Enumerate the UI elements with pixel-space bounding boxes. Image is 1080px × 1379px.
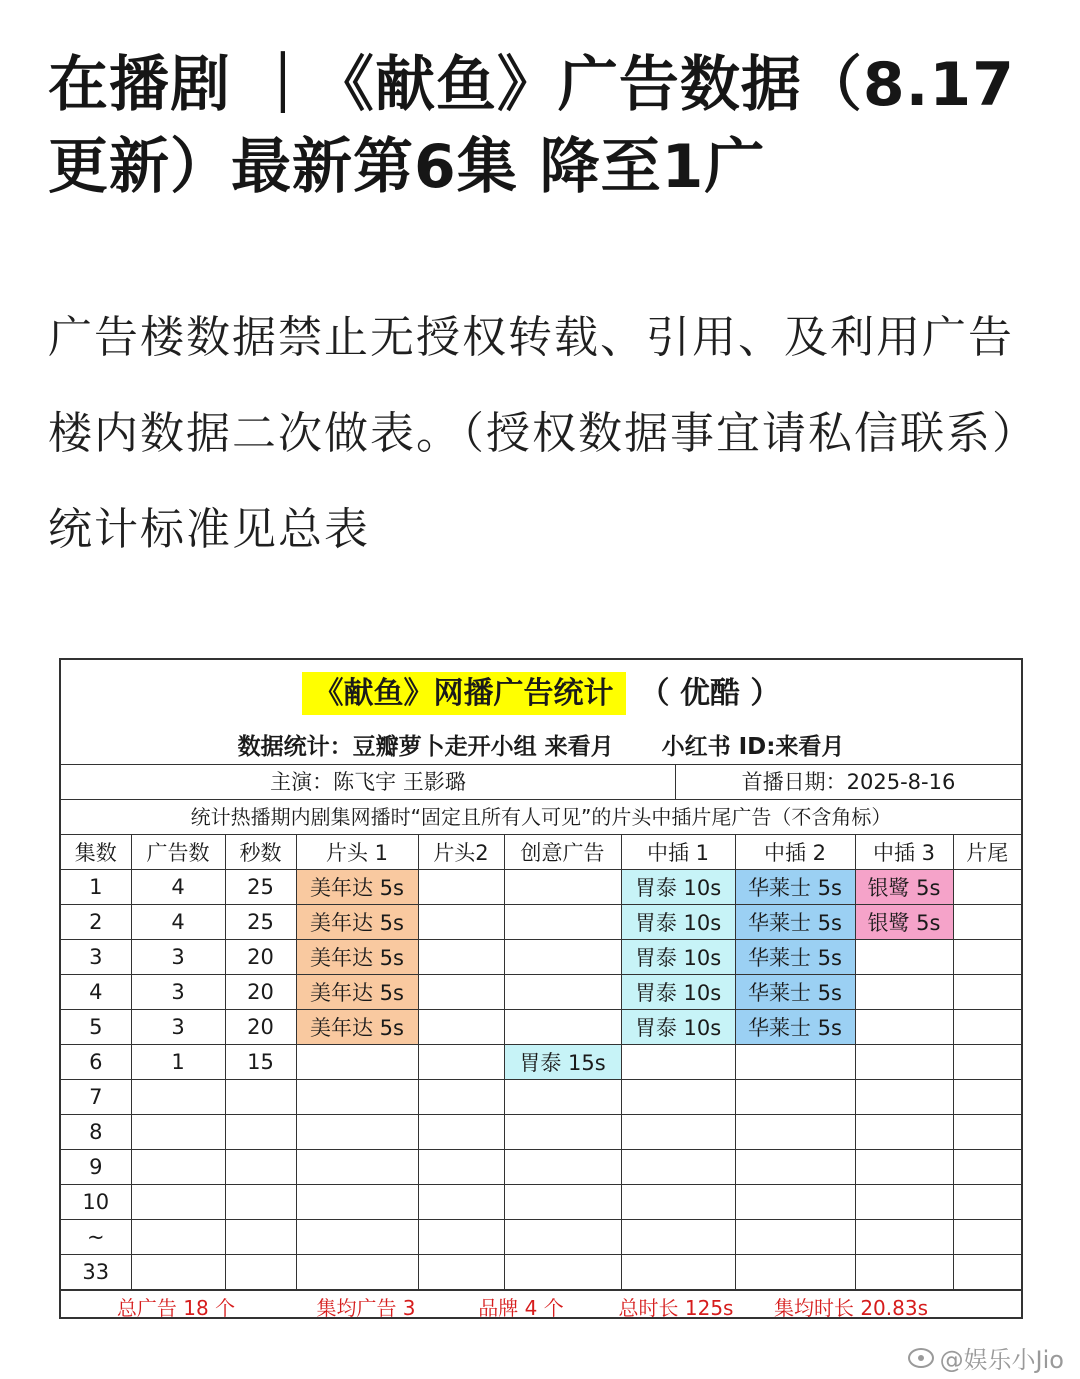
- table-cell: ~: [61, 1220, 131, 1255]
- column-header: 集数: [61, 835, 131, 870]
- sheet-title: [61, 668, 1021, 712]
- sheet-header: [61, 660, 1021, 765]
- column-header: 片头 1: [296, 835, 418, 870]
- table-cell: 1: [61, 870, 131, 905]
- table-cell: [953, 1045, 1021, 1080]
- table-cell: [296, 1045, 418, 1080]
- summary-avg-duration: 集均时长 20.83s: [773, 1296, 929, 1320]
- table-cell: [855, 1220, 953, 1255]
- table-cell: [504, 1220, 621, 1255]
- table-cell: [855, 1080, 953, 1115]
- table-cell: [735, 1045, 855, 1080]
- table-cell: 7: [61, 1080, 131, 1115]
- column-header: 中插 1: [621, 835, 735, 870]
- table-cell: [418, 1220, 504, 1255]
- table-cell: [953, 975, 1021, 1010]
- table-row: [61, 870, 1021, 905]
- table-cell: [131, 1220, 225, 1255]
- table-cell: [621, 1150, 735, 1185]
- ad-stats-sheet: [59, 658, 1023, 1319]
- table-cell: [418, 1080, 504, 1115]
- premiere-date-cell: 首播日期：2025-8-16: [741, 770, 956, 794]
- table-cell: 银鹭 5s: [855, 905, 953, 940]
- table-row: [61, 1115, 1021, 1150]
- table-cell: 美年达 5s: [296, 905, 418, 940]
- table-cell: [131, 1255, 225, 1290]
- summary-total-ads: 总广告 18 个: [116, 1296, 236, 1320]
- table-cell: 3: [131, 975, 225, 1010]
- table-cell: 胃泰 10s: [621, 940, 735, 975]
- table-cell: [504, 1150, 621, 1185]
- cast-cell: 主演：陈飞宇 王影璐: [61, 765, 676, 799]
- table-cell: 华莱士 5s: [735, 905, 855, 940]
- table-cell: [225, 1185, 296, 1220]
- table-cell: [855, 1185, 953, 1220]
- table-cell: [504, 1255, 621, 1290]
- table-cell: 6: [61, 1045, 131, 1080]
- table-row: [61, 1080, 1021, 1115]
- table-cell: [953, 1010, 1021, 1045]
- table-cell: [504, 870, 621, 905]
- table-cell: 胃泰 10s: [621, 870, 735, 905]
- credit-right: 小红书 ID:来看月: [661, 734, 845, 760]
- table-cell: 华莱士 5s: [735, 975, 855, 1010]
- column-header: 片尾: [953, 835, 1021, 870]
- table-cell: [504, 905, 621, 940]
- post-title: 在播剧 ｜《献鱼》广告数据（8.17更新）最新第6集 降至1广: [48, 50, 1015, 202]
- table-cell: [418, 870, 504, 905]
- table-cell: [855, 1150, 953, 1185]
- table-row: [61, 1150, 1021, 1185]
- table-cell: 3: [131, 1010, 225, 1045]
- watermark-text: @娱乐小Jio: [939, 1346, 1064, 1374]
- table-cell: [225, 1150, 296, 1185]
- sheet-credit: [61, 728, 1021, 761]
- table-cell: 胃泰 10s: [621, 975, 735, 1010]
- table-cell: 1: [131, 1045, 225, 1080]
- table-cell: [418, 1115, 504, 1150]
- table-cell: 华莱士 5s: [735, 870, 855, 905]
- table-cell: [418, 1010, 504, 1045]
- column-header: 秒数: [225, 835, 296, 870]
- table-cell: 20: [225, 1010, 296, 1045]
- table-cell: [621, 1115, 735, 1150]
- table-cell: [131, 1185, 225, 1220]
- table-cell: [735, 1080, 855, 1115]
- table-cell: 20: [225, 940, 296, 975]
- summary-total-duration: 总时长 125s: [618, 1296, 734, 1320]
- weibo-icon: [908, 1348, 934, 1368]
- table-cell: 胃泰 10s: [621, 905, 735, 940]
- table-cell: 胃泰 10s: [621, 1010, 735, 1045]
- table-cell: 20: [225, 975, 296, 1010]
- credit-left: 数据统计：豆瓣萝卜走开小组 来看月: [237, 734, 614, 760]
- table-cell: [621, 1185, 735, 1220]
- table-cell: [855, 1045, 953, 1080]
- table-cell: 银鹭 5s: [855, 870, 953, 905]
- criteria-note: 统计热播期内剧集网播时“固定且所有人可见”的片头中插片尾广告（不含角标）: [61, 800, 1021, 835]
- table-cell: 美年达 5s: [296, 940, 418, 975]
- table-cell: [621, 1045, 735, 1080]
- table-cell: [953, 940, 1021, 975]
- table-cell: 胃泰 15s: [504, 1045, 621, 1080]
- table-cell: [735, 1220, 855, 1255]
- table-cell: [953, 1115, 1021, 1150]
- table-cell: 4: [131, 905, 225, 940]
- table-cell: [953, 1185, 1021, 1220]
- table-cell: [418, 1185, 504, 1220]
- table-cell: 5: [61, 1010, 131, 1045]
- table-cell: [953, 870, 1021, 905]
- column-header: 中插 2: [735, 835, 855, 870]
- table-cell: 4: [61, 975, 131, 1010]
- table-cell: 25: [225, 905, 296, 940]
- table-cell: [296, 1185, 418, 1220]
- watermark: [908, 1340, 1064, 1375]
- table-cell: 33: [61, 1255, 131, 1290]
- table-cell: [621, 1080, 735, 1115]
- sheet-title-highlight: 《献鱼》网播广告统计: [302, 672, 626, 715]
- table-cell: [296, 1255, 418, 1290]
- table-cell: [418, 940, 504, 975]
- table-cell: 美年达 5s: [296, 975, 418, 1010]
- table-cell: [504, 940, 621, 975]
- table-cell: [855, 1010, 953, 1045]
- table-row: [61, 905, 1021, 940]
- table-cell: [296, 1220, 418, 1255]
- table-row: [61, 1255, 1021, 1290]
- table-cell: 25: [225, 870, 296, 905]
- table-cell: 华莱士 5s: [735, 1010, 855, 1045]
- table-cell: 美年达 5s: [296, 1010, 418, 1045]
- table-cell: 3: [131, 940, 225, 975]
- table-cell: [855, 975, 953, 1010]
- table-row: [61, 940, 1021, 975]
- table-cell: 华莱士 5s: [735, 940, 855, 975]
- table-cell: [953, 1150, 1021, 1185]
- column-header: 中插 3: [855, 835, 953, 870]
- table-cell: 3: [61, 940, 131, 975]
- table-cell: [735, 1115, 855, 1150]
- table-cell: 美年达 5s: [296, 870, 418, 905]
- table-cell: [504, 975, 621, 1010]
- table-cell: [225, 1115, 296, 1150]
- table-cell: [296, 1115, 418, 1150]
- table-cell: [225, 1080, 296, 1115]
- table-cell: [418, 1255, 504, 1290]
- table-cell: [418, 905, 504, 940]
- table-cell: [621, 1255, 735, 1290]
- table-cell: [621, 1220, 735, 1255]
- table-cell: [418, 1150, 504, 1185]
- table-cell: [504, 1185, 621, 1220]
- table-cell: [131, 1115, 225, 1150]
- table-cell: [418, 1045, 504, 1080]
- table-cell: [953, 905, 1021, 940]
- column-header: 广告数: [131, 835, 225, 870]
- table-cell: 10: [61, 1185, 131, 1220]
- table-cell: [735, 1150, 855, 1185]
- summary-avg-ads: 集均广告 3: [316, 1296, 416, 1320]
- table-cell: [131, 1080, 225, 1115]
- table-cell: [953, 1255, 1021, 1290]
- table-row: [61, 1185, 1021, 1220]
- table-cell: 15: [225, 1045, 296, 1080]
- summary-row: [61, 1290, 1021, 1325]
- table-header-row: [61, 835, 1021, 870]
- table-row: [61, 1010, 1021, 1045]
- table-cell: [131, 1150, 225, 1185]
- table-cell: 9: [61, 1150, 131, 1185]
- table-cell: [418, 975, 504, 1010]
- column-header: 片头2: [418, 835, 504, 870]
- post-body: 广告楼数据禁止无授权转载、引用、及利用广告楼内数据二次做表。（授权数据事宜请私信联系） 统计标准见总表: [48, 312, 1038, 555]
- table-cell: [953, 1080, 1021, 1115]
- table-cell: [504, 1115, 621, 1150]
- column-header: 创意广告: [504, 835, 621, 870]
- table-cell: [735, 1185, 855, 1220]
- summary-brands: 品牌 4 个: [478, 1296, 564, 1320]
- table-cell: 4: [131, 870, 225, 905]
- table-cell: [735, 1255, 855, 1290]
- table-cell: [296, 1080, 418, 1115]
- table-cell: 2: [61, 905, 131, 940]
- table-cell: [953, 1220, 1021, 1255]
- table-cell: [504, 1080, 621, 1115]
- table-row: [61, 975, 1021, 1010]
- table-cell: 8: [61, 1115, 131, 1150]
- table-cell: [225, 1220, 296, 1255]
- table-cell: [296, 1150, 418, 1185]
- info-row: [61, 765, 1021, 800]
- table-row: [61, 1220, 1021, 1255]
- table-cell: [504, 1010, 621, 1045]
- table-cell: [855, 1255, 953, 1290]
- ad-table: [61, 835, 1021, 1290]
- table-cell: [225, 1255, 296, 1290]
- table-cell: [855, 940, 953, 975]
- platform-label: （ 优酷 ）: [639, 676, 781, 711]
- table-row: [61, 1045, 1021, 1080]
- table-cell: [855, 1115, 953, 1150]
